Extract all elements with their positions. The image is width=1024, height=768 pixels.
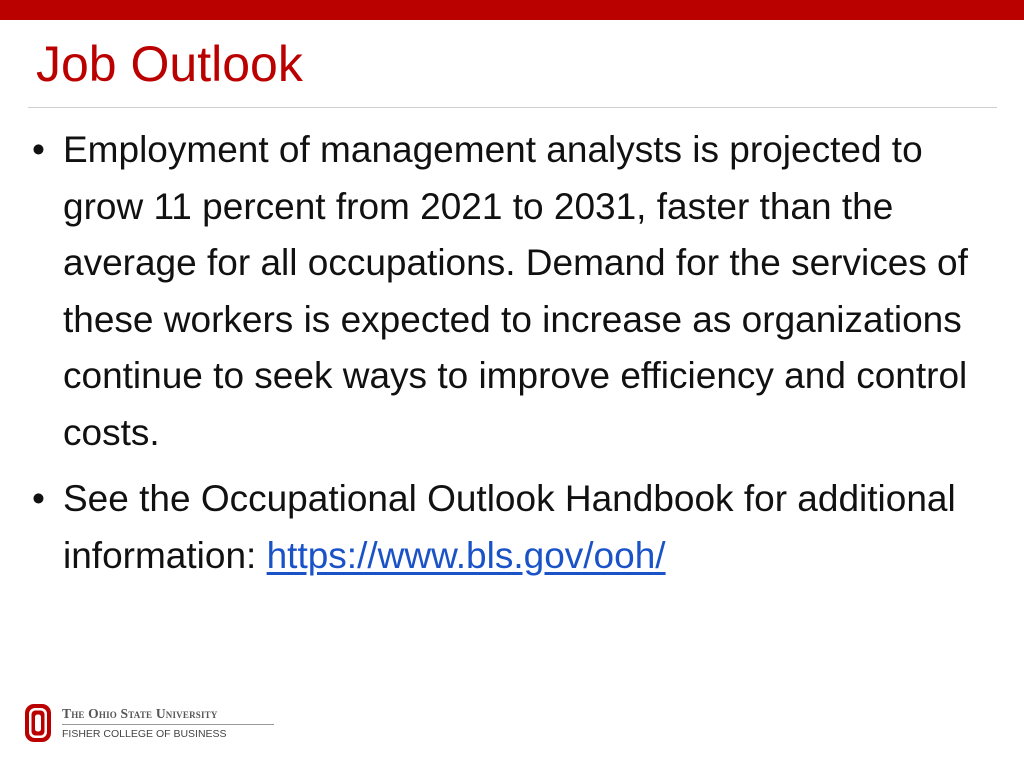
bullet-marker: • (32, 129, 45, 170)
bullet-list (32, 122, 992, 594)
bullet-item-handbook (32, 471, 992, 584)
bullet-text: Employment of management analysts is projected to grow 11 percent from 2021 to 2031, faster than the average for all occupations. Demand for the services of these workers is expected to increase as organizations continue to seek ways to improve efficiency and control costs. (63, 129, 968, 453)
bullet-marker: • (32, 478, 45, 519)
title-divider (28, 107, 997, 108)
university-name: The Ohio State University (62, 706, 218, 721)
logo-divider (62, 724, 274, 725)
university-logo (24, 703, 284, 743)
block-o-icon (24, 703, 54, 743)
slide-title: Job Outlook (36, 36, 303, 92)
bls-ooh-link[interactable]: https://www.bls.gov/ooh/ (266, 534, 666, 576)
top-accent-bar (0, 0, 1024, 20)
bullet-text (63, 471, 992, 584)
bullet-text-lead: See the Occupational Outlook Handbook for additional information: (63, 478, 956, 576)
college-name: FISHER COLLEGE OF BUSINESS (62, 728, 227, 740)
bullet-item-employment (32, 122, 992, 461)
